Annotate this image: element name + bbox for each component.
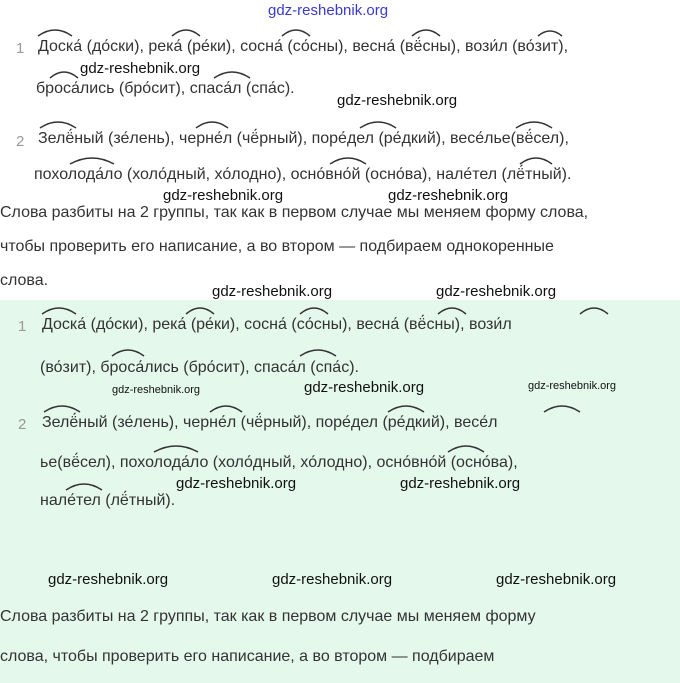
watermark: gdz-reshebnik.org (337, 92, 458, 109)
root-arc (70, 158, 114, 164)
root-arc (538, 31, 562, 36)
root-arc (50, 72, 78, 78)
root-arc (438, 308, 466, 314)
explanation-line-2-2: слова, чтобы проверить его написание, а во втором — подбираем (0, 648, 495, 665)
watermark: gdz-reshebnik.org (163, 187, 284, 204)
watermark: gdz-reshebnik.org (436, 283, 557, 300)
root-arc (388, 406, 424, 412)
watermark-small: gdz-reshebnik.org (112, 384, 201, 396)
root-arc (210, 406, 242, 412)
root-arc (42, 308, 76, 314)
root-arc (172, 30, 200, 36)
root-arc (40, 122, 76, 128)
exercise-1-line-1-2: Доска́ (до́ски), река́ (ре́ки), сосна́ (со́сны), весна́ (вё́сны), вози́л (42, 316, 512, 333)
root-arc (154, 446, 198, 452)
root-arc (412, 30, 440, 36)
watermark: gdz-reshebnik.org (400, 475, 521, 492)
exercise-1-line-2-2: (во́зит), броса́лись (бро́сит), спаса́л (спа́с). (40, 359, 359, 376)
exercise-1-number-2: 1 (18, 318, 27, 335)
root-arc (300, 308, 328, 314)
root-arc (38, 30, 72, 36)
explanation-line-2: чтобы проверить его написание, а во втором — подбираем однокоренные (0, 238, 554, 255)
root-arc (66, 484, 102, 490)
explanation-line-1-2: Слова разбиты на 2 группы, так как в первом случае мы меняем форму (0, 608, 536, 625)
exercise-2-line-2-2: ье(вё́сел), похолода́ло (холо́дный, хо́лодно), осно́вно́й (осно́ва), (40, 454, 518, 471)
root-arc (112, 350, 144, 356)
exercise-2-line-3-2: нале́тел (лё́тный). (40, 492, 176, 509)
watermark: gdz-reshebnik.org (496, 571, 617, 588)
root-arc (282, 30, 310, 36)
exercise-2-number-2: 2 (18, 416, 27, 433)
exercise-1-line-2: броса́лись (бро́сит), спаса́л (спа́с). (36, 80, 295, 97)
watermark: gdz-reshebnik.org (272, 571, 393, 588)
root-arc (330, 158, 366, 164)
root-arc (448, 446, 484, 452)
watermark: gdz-reshebnik.org (48, 571, 169, 588)
watermark-top: gdz-reshebnik.org (268, 2, 389, 19)
exercise-2-number: 2 (16, 133, 25, 150)
exercise-2-line-1-2: Зелё́ный (зе́лень), черне́л (чё́рный), поре́дел (ре́дкий), весе́л (42, 414, 498, 431)
watermark: gdz-reshebnik.org (212, 283, 333, 300)
root-arc (544, 406, 580, 412)
root-arc (516, 122, 552, 128)
watermark: gdz-reshebnik.org (304, 379, 425, 396)
watermark: gdz-reshebnik.org (176, 475, 297, 492)
watermark: gdz-reshebnik.org (388, 187, 509, 204)
root-arc (44, 406, 80, 412)
exercise-2-line-1: Зелё́ный (зе́лень), черне́л (чё́рный), поре́дел (ре́дкий), весе́лье(вё́сел), (38, 130, 569, 147)
root-arc (360, 122, 396, 128)
root-arc (520, 158, 552, 164)
exercise-1-number: 1 (16, 40, 25, 57)
explanation-line-3: слова. (0, 272, 49, 289)
watermark: gdz-reshebnik.org (80, 60, 201, 77)
exercise-1-line-1: Доска́ (до́ски), река́ (ре́ки), сосна́ (со́сны), весна́ (вё́сны), вози́л (во́зит), (38, 38, 569, 55)
explanation-line-1: Слова разбиты на 2 группы, так как в первом случае мы меняем форму слова, (0, 204, 589, 221)
exercise-2-line-2: похолода́ло (холо́дный, хо́лодно), осно́вно́й (осно́ва), нале́тел (лё́тный). (34, 166, 572, 183)
root-arc (196, 122, 228, 128)
root-arc (214, 72, 250, 78)
root-arc (300, 350, 336, 356)
watermark-small: gdz-reshebnik.org (528, 380, 617, 392)
root-arc (186, 308, 214, 314)
root-arc (580, 308, 608, 314)
